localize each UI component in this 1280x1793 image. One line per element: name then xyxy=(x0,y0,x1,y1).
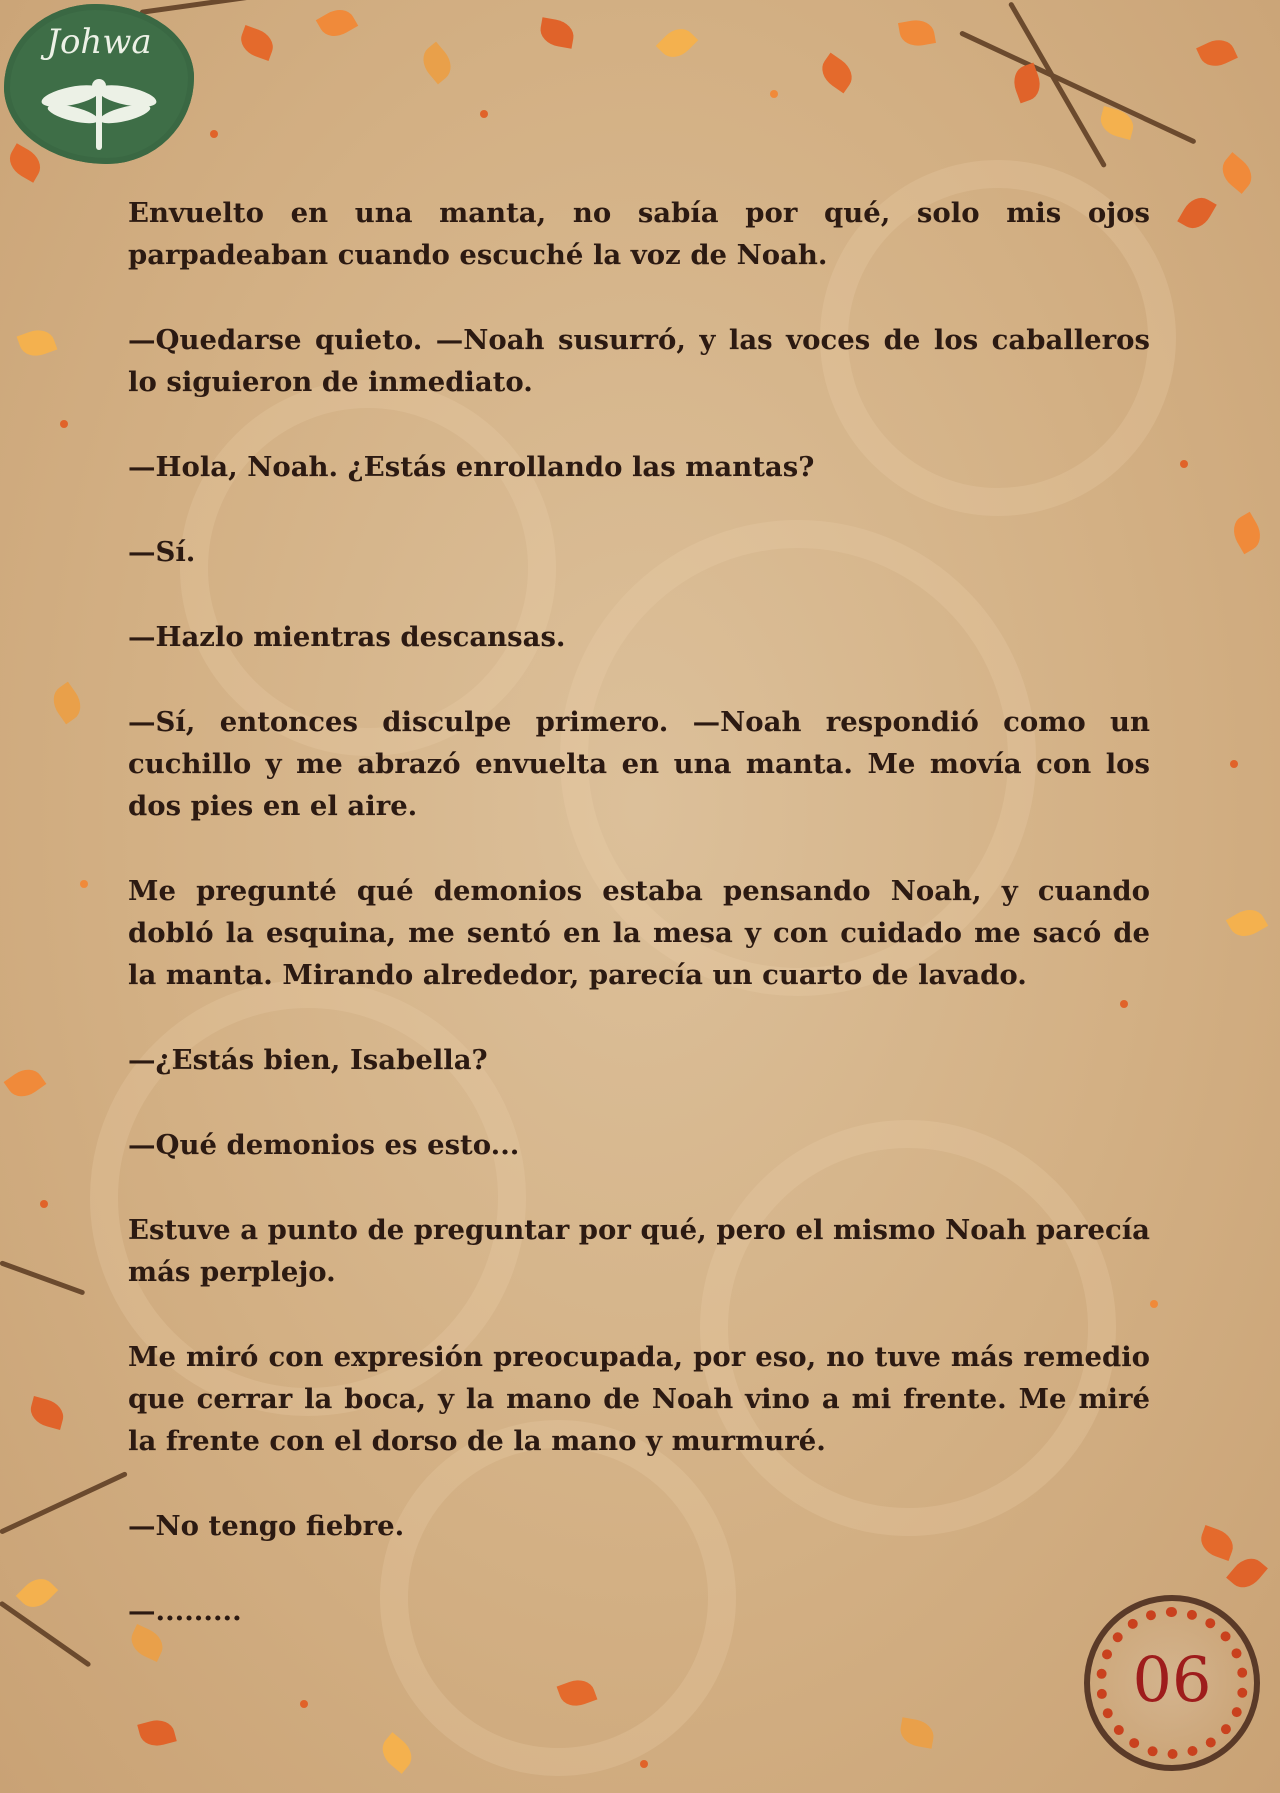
autumn-leaf-icon xyxy=(47,682,88,725)
autumn-leaf-icon xyxy=(4,1063,47,1104)
branch-decoration xyxy=(0,1260,85,1295)
paragraph: —Hazlo mientras descansas. xyxy=(128,621,566,653)
story-text xyxy=(128,192,1150,1675)
speck-decoration xyxy=(300,1700,308,1708)
branch-decoration xyxy=(140,0,339,15)
johwa-logo xyxy=(4,4,194,164)
paragraph: —......... xyxy=(128,1595,242,1627)
autumn-leaf-icon xyxy=(137,1716,177,1750)
speck-decoration xyxy=(770,90,778,98)
paragraph: —No tengo fiebre. xyxy=(128,1510,405,1542)
speck-decoration xyxy=(40,1200,48,1208)
autumn-leaf-icon xyxy=(27,1396,67,1430)
autumn-leaf-icon xyxy=(538,17,576,49)
autumn-leaf-icon xyxy=(816,53,859,94)
branch-decoration xyxy=(0,1600,92,1667)
speck-decoration xyxy=(80,880,88,888)
speck-decoration xyxy=(1180,460,1188,468)
paragraph: Envuelto en una manta, no sabía por qué, solo mis ojos parpadeaban cuando escuché la voz de Noah. xyxy=(128,197,1150,271)
paragraph: Me miró con expresión preocupada, por eso, no tuve más remedio que cerrar la boca, y la mano de Noah vino a mi frente. Me miré la frente con el dorso de la mano y murmuré. xyxy=(128,1341,1150,1457)
paragraph: —Hola, Noah. ¿Estás enrollando las mantas? xyxy=(128,451,815,483)
speck-decoration xyxy=(1150,1300,1158,1308)
autumn-leaf-icon xyxy=(1227,512,1267,554)
branch-decoration xyxy=(959,30,1197,144)
speck-decoration xyxy=(480,110,488,118)
paragraph: —Sí, entonces disculpe primero. —Noah respondió como un cuchillo y me abrazó envuelta en una manta. Me movía con los dos pies en el aire. xyxy=(128,706,1150,822)
logo-text: Johwa xyxy=(46,22,152,62)
page-number-wreath xyxy=(1084,1595,1260,1771)
autumn-leaf-icon xyxy=(1196,34,1238,72)
autumn-leaf-icon xyxy=(17,325,58,361)
speck-decoration xyxy=(1230,760,1238,768)
autumn-leaf-icon xyxy=(1216,152,1259,194)
autumn-leaf-icon xyxy=(376,1732,419,1774)
paragraph: —Qué demonios es esto... xyxy=(128,1129,520,1161)
autumn-leaf-icon xyxy=(1226,903,1268,943)
speck-decoration xyxy=(640,1760,648,1768)
speck-decoration xyxy=(60,420,68,428)
paragraph: Me pregunté qué demonios estaba pensando Noah, y cuando dobló la esquina, me sentó en la mesa y con cuidado me sacó de la manta. Mirando alrededor, parecía un cuarto de lavado. xyxy=(128,875,1150,991)
autumn-leaf-icon xyxy=(16,1572,58,1614)
autumn-leaf-icon xyxy=(416,42,458,85)
autumn-leaf-icon xyxy=(1226,1552,1268,1595)
dragonfly-icon xyxy=(39,74,159,154)
autumn-leaf-icon xyxy=(898,17,936,49)
paragraph: —Quedarse quieto. —Noah susurró, y las voces de los caballeros lo siguieron de inmediato. xyxy=(128,324,1150,398)
autumn-leaf-icon xyxy=(898,1717,936,1749)
page-number: 06 xyxy=(1132,1643,1212,1716)
speck-decoration xyxy=(210,130,218,138)
autumn-leaf-icon xyxy=(1177,192,1217,234)
paragraph: Estuve a punto de preguntar por qué, pero el mismo Noah parecía más perplejo. xyxy=(128,1214,1150,1288)
paragraph: —¿Estás bien, Isabella? xyxy=(128,1044,488,1076)
autumn-leaf-icon xyxy=(237,25,278,61)
autumn-leaf-icon xyxy=(656,22,698,64)
autumn-leaf-icon xyxy=(1197,1525,1238,1561)
paragraph: —Sí. xyxy=(128,536,196,568)
autumn-leaf-icon xyxy=(316,3,358,43)
branch-decoration xyxy=(0,1471,128,1535)
